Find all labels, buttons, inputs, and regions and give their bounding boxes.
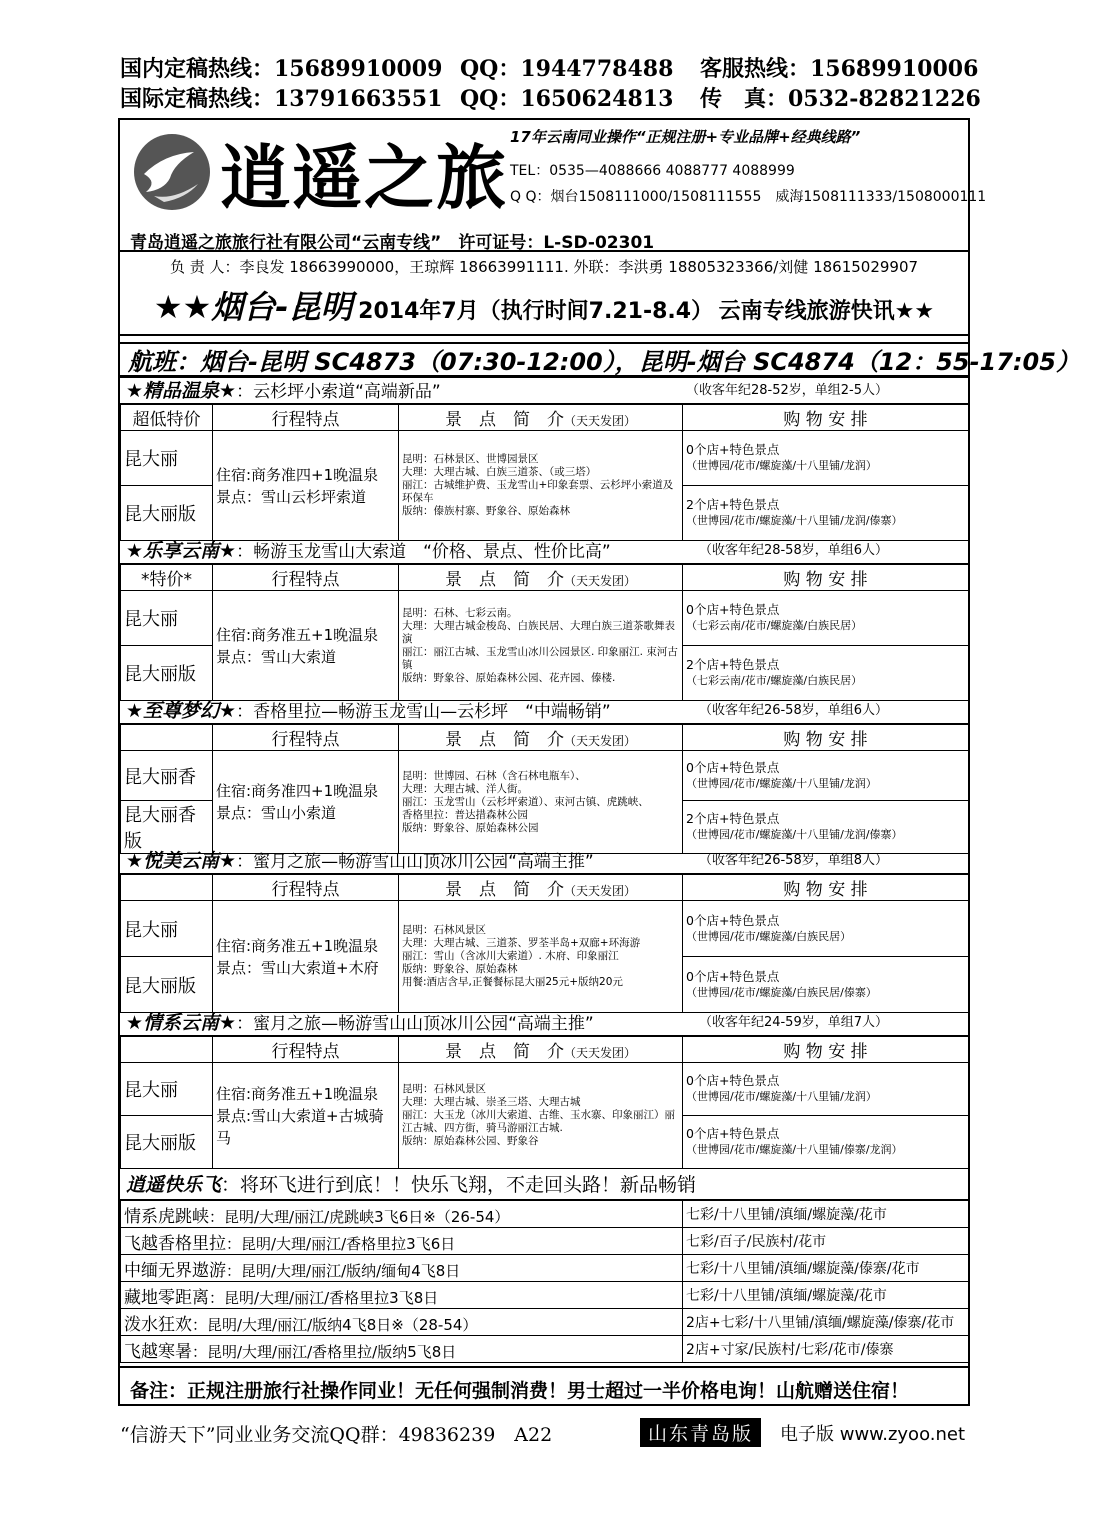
spots-cell: [399, 1063, 683, 1169]
domestic-hotline: 国内定稿热线：15689910009: [120, 56, 443, 82]
route-detail: ：昆明/大理/丽江/香格里拉/版纳5飞8日: [192, 1342, 457, 1361]
col-intro-label: 景 点 简 介: [444, 1042, 564, 1062]
service-hotline: 客服热线：15689910006: [700, 56, 979, 82]
route-detail: ：昆明/大理/丽江/香格里拉3飞6日: [226, 1234, 456, 1253]
product-name: 昆大丽: [121, 591, 213, 646]
spot-line: 用餐:酒店含早,正餐餐标昆大丽25元+版纳20元: [402, 976, 623, 988]
itinerary-table: [120, 724, 969, 854]
spot-line: 丽江：丽江古城、玉龙雪山冰川公园景区. 印象丽江. 束河古镇: [402, 645, 678, 671]
product-label: 超低特价: [121, 405, 213, 431]
shop-main: 0个店+特色景点: [686, 1126, 780, 1141]
shop-cell: [683, 901, 969, 957]
title-date: 2014年7月（执行时间7.21-8.4）: [358, 299, 714, 324]
shop-sub: （七彩云南/花市/螺旋藻/白族民居）: [686, 674, 863, 687]
shop-sub: （世博园/花市/螺旋藻/十八里铺/龙润）: [686, 459, 877, 472]
section-name: ★至尊梦幻★: [126, 700, 237, 722]
shop-main: 2个店+特色景点: [686, 657, 780, 672]
shop-cell: [683, 486, 969, 541]
product-name: 昆大丽香版: [121, 801, 213, 854]
column-header-row: [121, 725, 969, 751]
route-shop: 2店+七彩/十八里铺/滇缅/螺旋藻/傣寨/花市: [683, 1309, 969, 1336]
product-name: 昆大丽版: [121, 1116, 213, 1169]
spot-line: 丽江：玉龙雪山（云杉坪索道）、束河古镇、虎跳峡、: [402, 795, 649, 808]
route-shop: 七彩/十八里铺/滇缅/螺旋藻/花市: [683, 1201, 969, 1228]
section-desc: ：蜜月之旅—畅游雪山山顶冰川公园“高端主推”: [236, 1014, 594, 1034]
col-intro: [399, 565, 683, 591]
route-name: 情系虎跳峡: [124, 1206, 209, 1227]
section-age: （收客年纪26-58岁，单组6人）: [698, 703, 888, 718]
shop-main: 2个店+特色景点: [686, 497, 780, 512]
edition-badge: 山东青岛版: [640, 1418, 761, 1447]
spot-line: 丽江：大玉龙（冰川大索道、古维、玉水寨、印象丽江）丽江古城、四方街，骑马游丽江古城.: [402, 1109, 675, 1134]
spot-line: 昆明：石林、七彩云南。: [402, 606, 518, 619]
spot-line: 大理：大理古城、白族三道茶、（或三塔）: [402, 466, 597, 478]
route-name: 飞越香格里拉: [124, 1233, 226, 1254]
shop-sub: （世博园/花市/螺旋藻/十八里铺/龙润）: [686, 776, 877, 790]
section-name: ★乐享云南★: [126, 540, 237, 562]
table-row: [121, 901, 969, 957]
section-header: [120, 1010, 968, 1036]
column-header-row: [121, 405, 969, 431]
spot-text: 景点：雪山云杉坪索道: [216, 487, 367, 506]
fly-routes-table: [120, 1200, 969, 1363]
route-shop: 七彩/百子/民族村/花市: [683, 1228, 969, 1255]
spot-line: 昆明：石林景区、世博园景区: [402, 453, 539, 465]
section-age: （收客年纪26-58岁，单组8人）: [698, 853, 888, 868]
route-shop: 七彩/十八里铺/滇缅/螺旋藻/傣寨/花市: [683, 1255, 969, 1282]
shop-cell: [683, 751, 969, 801]
product-label: [121, 725, 213, 751]
section-name: ★精品温泉★: [126, 380, 237, 402]
stay-cell: [213, 431, 399, 541]
route-cell: [121, 1309, 683, 1336]
stay-cell: [213, 751, 399, 854]
col-intro: [399, 1037, 683, 1063]
route-detail: ：昆明/大理/丽江/版纳/缅甸4飞8日: [226, 1261, 461, 1280]
route-cell: [121, 1201, 683, 1228]
section-desc: ：云杉坪小索道“高端新品”: [236, 382, 441, 402]
shop-sub: （世博园/花市/螺旋藻/十八里铺/傣寨/龙润）: [686, 1143, 903, 1156]
section-desc: ：畅游玉龙雪山大索道 “价格、景点、性价比高”: [236, 542, 611, 562]
stay-text: 住宿:商务准五+1晚温泉: [216, 625, 379, 644]
shop-main: 0个店+特色景点: [686, 759, 780, 775]
column-header-row: [121, 1037, 969, 1063]
table-row: [121, 1282, 969, 1309]
shop-sub: （七彩云南/花市/螺旋藻/白族民居）: [686, 619, 863, 632]
route-cell: [121, 1282, 683, 1309]
fly-desc: ：将环飞进行到底！！快乐飞翔，不走回头路！新品畅销: [221, 1174, 697, 1196]
col-daily: （天天发团）: [563, 734, 636, 748]
route-name: 藏地零距离: [124, 1287, 209, 1308]
spot-line: 大理：大理古城、洋人街。: [402, 782, 528, 795]
stay-text: 住宿:商务准四+1晚温泉: [216, 465, 379, 484]
product-name: 昆大丽: [121, 1063, 213, 1116]
table-row: [121, 1309, 969, 1336]
qq-number: QQ：1650624813: [460, 86, 674, 112]
spot-line: 版纳：野象谷、原始森林公园、花卉园、傣楼.: [402, 671, 616, 684]
spot-line: 昆明：石林风景区: [402, 1083, 486, 1095]
shop-cell: [683, 591, 969, 646]
shop-main: 0个店+特色景点: [686, 1073, 780, 1088]
product-name: 昆大丽: [121, 431, 213, 486]
stay-cell: [213, 591, 399, 701]
section-name: ★情系云南★: [126, 1012, 237, 1034]
shop-cell: [683, 1116, 969, 1169]
table-row: [121, 1063, 969, 1116]
shop-main: 0个店+特色景点: [686, 442, 780, 457]
spot-text: 景点：雪山大索道+木府: [216, 958, 379, 977]
spot-text: 景点：雪山大索道: [216, 647, 337, 666]
stay-cell: [213, 1063, 399, 1169]
route-cell: [121, 1228, 683, 1255]
product-name: 昆大丽版: [121, 646, 213, 701]
shop-cell: [683, 801, 969, 854]
col-shopping: 购 物 安 排: [683, 565, 969, 591]
shop-main: 0个店+特色景点: [686, 968, 780, 984]
section-desc: ：蜜月之旅—畅游雪山山顶冰川公园“高端主推”: [236, 852, 594, 872]
itinerary-table: [120, 1036, 969, 1169]
spots-cell: [399, 751, 683, 854]
product-name: 昆大丽版: [121, 957, 213, 1013]
flight-bar: 航班：烟台-昆明 SC4873（07:30-12:00），昆明-烟台 SC4874（12：55-17:05）: [120, 342, 968, 378]
col-intro-label: 景 点 简 介: [444, 730, 564, 750]
table-row: [121, 751, 969, 801]
col-shopping: 购 物 安 排: [683, 875, 969, 901]
contacts-line: 负 责 人：李良发 18663990000，王琼辉 18663991111. 外联：李洪勇 18805323366/刘健 18615029907: [169, 258, 919, 276]
stay-text: 住宿:商务准五+1晚温泉: [216, 1084, 379, 1103]
col-daily: （天天发团）: [563, 414, 636, 428]
spot-line: 昆明：世博园、石林（含石林电瓶车）、: [402, 769, 586, 782]
shop-main: 0个店+特色景点: [686, 912, 780, 928]
product-name: 昆大丽香: [121, 751, 213, 801]
spot-line: 香格里拉：普达措森林公园: [402, 808, 528, 821]
page-title: [120, 282, 968, 328]
spot-line: 版纳：野象谷、原始森林: [402, 963, 518, 975]
spot-text: 景点：雪山小索道: [216, 804, 337, 822]
spot-line: 丽江：古城维护费、玉龙雪山+印象套票、云杉坪小索道及环保车: [402, 479, 674, 504]
spot-line: 大理：大理古城、崇圣三塔、大理古城: [402, 1096, 581, 1108]
spot-line: 版纳：原始森林公园、野象谷: [402, 1135, 539, 1147]
route-shop: 七彩/十八里铺/滇缅/螺旋藻/花市: [683, 1282, 969, 1309]
column-header-row: [121, 565, 969, 591]
route-cell: [121, 1255, 683, 1282]
spot-text: 景点:雪山大索道+古城骑马: [216, 1106, 384, 1147]
col-intro: [399, 875, 683, 901]
fax-number: 传 真：0532-82821226: [700, 86, 981, 112]
col-daily: （天天发团）: [563, 574, 636, 588]
slogan: 17年云南同业操作“正规注册+专业品牌+经典线路”: [510, 128, 861, 146]
product-label: [121, 875, 213, 901]
hotline-row-2: [120, 82, 980, 113]
itinerary-table: [120, 404, 969, 541]
spots-cell: [399, 901, 683, 1013]
qq-line: Q Q：烟台1508111000/1508111555 威海1508111333/1508000111: [510, 189, 987, 205]
qq-number: QQ：1944778488: [460, 56, 674, 82]
route-detail: ：昆明/大理/丽江/版纳4飞8日※（28-54）: [192, 1315, 478, 1334]
site-link[interactable]: 电子版 www.zyoo.net: [780, 1424, 966, 1445]
remark: 备注：正规注册旅行社操作同业！无任何强制消费！男士超过一半价格电询！山航赠送住宿！: [130, 1380, 910, 1402]
tel-line: TEL：0535—4088666 4088777 4088999: [510, 163, 795, 179]
fly-header: [120, 1170, 968, 1200]
section-header: [120, 698, 968, 724]
hotline-row-1: [120, 52, 980, 83]
col-intro-label: 景 点 简 介: [444, 410, 564, 430]
route-shop: 2店+寸家/民族村/七彩/花市/傣寨: [683, 1336, 969, 1363]
stay-text: 住宿:商务准五+1晚温泉: [216, 936, 379, 955]
col-features: 行程特点: [213, 875, 399, 901]
product-name: 昆大丽: [121, 901, 213, 957]
route-name: 泼水狂欢: [124, 1314, 192, 1335]
col-intro: [399, 405, 683, 431]
section-age: （收客年纪28-58岁，单组6人）: [698, 543, 888, 558]
table-row: [121, 1201, 969, 1228]
table-row: [121, 1228, 969, 1255]
shop-main: 2个店+特色景点: [686, 811, 780, 826]
col-intro: [399, 725, 683, 751]
shop-sub: （世博园/花市/螺旋藻/十八里铺/龙润）: [686, 1090, 877, 1103]
logo-icon: [134, 134, 210, 210]
itinerary-table: [120, 874, 969, 1013]
table-row: [121, 591, 969, 646]
col-intro-label: 景 点 简 介: [444, 880, 564, 900]
product-label: [121, 1037, 213, 1063]
shop-cell: [683, 646, 969, 701]
shop-cell: [683, 431, 969, 486]
stay-cell: [213, 901, 399, 1013]
spot-line: 版纳：野象谷、原始森林公园: [402, 821, 539, 834]
shop-main: 0个店+特色景点: [686, 602, 780, 617]
spot-line: 大理：大理古城金梭岛、白族民居、大理白族三道茶歌舞表演: [402, 619, 675, 645]
col-shopping: 购 物 安 排: [683, 405, 969, 431]
table-row: [121, 1336, 969, 1363]
brand-name: 逍遥之旅: [220, 137, 508, 219]
col-daily: （天天发团）: [563, 1046, 636, 1060]
route-detail: ：昆明/大理/丽江/香格里拉3飞8日: [209, 1288, 439, 1307]
advert-frame: [118, 118, 1080, 1406]
section-name: ★悦美云南★: [126, 850, 237, 872]
spots-cell: [399, 591, 683, 701]
section-age: （收客年纪28-52岁，单组2-5人）: [685, 383, 888, 398]
product-label: *特价*: [121, 565, 213, 591]
section-header: [120, 848, 968, 874]
spot-line: 版纳：傣族村寨、野象谷、原始森林: [402, 505, 570, 517]
route-name: 中缅无界遨游: [124, 1260, 226, 1281]
col-features: 行程特点: [213, 565, 399, 591]
company-name: 青岛逍遥之旅旅行社有限公司“云南专线” 许可证号：L-SD-02301: [130, 233, 655, 253]
title-route: ★★烟台-昆明: [153, 288, 353, 326]
table-row: [121, 1255, 969, 1282]
section-desc: ：香格里拉—畅游玉龙雪山—云杉坪 “中端畅销”: [236, 702, 611, 722]
product-name: 昆大丽版: [121, 486, 213, 541]
shop-cell: [683, 1063, 969, 1116]
shop-sub: （世博园/花市/螺旋藻/十八里铺/龙润/傣寨）: [686, 828, 903, 841]
section-age: （收客年纪24-59岁，单组7人）: [698, 1015, 888, 1030]
shop-sub: （世博园/花市/螺旋藻/白族民居）: [686, 929, 852, 943]
spot-line: 大理：大理古城、三道茶、罗荃半岛+双廊+环海游: [402, 937, 641, 949]
col-intro-label: 景 点 简 介: [444, 570, 564, 590]
footer-text: “信游天下”同业业务交流QQ群：49836239 A22: [120, 1424, 553, 1446]
route-cell: [121, 1336, 683, 1363]
table-row: [121, 431, 969, 486]
shop-sub: （世博园/花市/螺旋藻/十八里铺/龙润/傣寨）: [686, 514, 903, 527]
stay-text: 住宿:商务准四+1晚温泉: [216, 782, 379, 800]
spot-line: 丽江：雪山（含冰川大索道）. 木府、印象丽江: [402, 950, 619, 962]
title-news: 云南专线旅游快讯★★: [718, 299, 935, 324]
col-features: 行程特点: [213, 405, 399, 431]
col-features: 行程特点: [213, 725, 399, 751]
section-header: [120, 538, 968, 564]
col-daily: （天天发团）: [563, 884, 636, 898]
column-header-row: [121, 875, 969, 901]
itinerary-table: [120, 564, 969, 701]
shop-sub: （世博园/花市/螺旋藻/白族民居/傣寨）: [686, 985, 877, 999]
col-features: 行程特点: [213, 1037, 399, 1063]
intl-hotline: 国际定稿热线：13791663551: [120, 86, 443, 112]
spot-line: 昆明：石林风景区: [402, 924, 486, 936]
section-header: [120, 378, 968, 404]
shop-cell: [683, 957, 969, 1013]
route-name: 飞越寒暑: [124, 1341, 192, 1362]
col-shopping: 购 物 安 排: [683, 725, 969, 751]
route-detail: ：昆明/大理/丽江/虎跳峡3飞6日※（26-54）: [209, 1207, 510, 1226]
fly-title: 逍遥快乐飞: [126, 1174, 222, 1196]
col-shopping: 购 物 安 排: [683, 1037, 969, 1063]
spots-cell: [399, 431, 683, 541]
